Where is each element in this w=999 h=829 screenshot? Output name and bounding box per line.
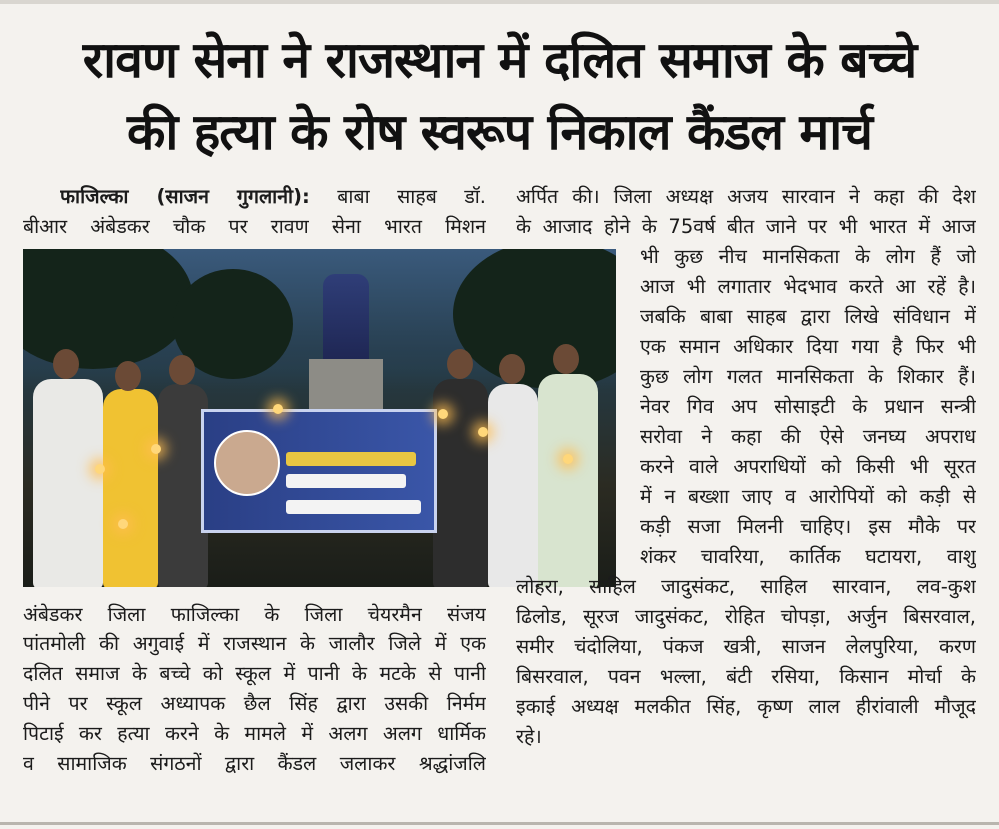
col2-line: समीर चंदोलिया, पंकज खत्री, साजन लेलपुरिया, करण	[516, 635, 976, 658]
candle-flame	[563, 454, 573, 464]
col2-line: एक समान अधिकार दिया गया है फिर भी	[640, 335, 976, 358]
col2-line: के आजाद होने के 75वर्ष बीत जाने पर भी भारत में आज	[516, 215, 976, 238]
col2-line: रहे।	[516, 725, 542, 748]
person	[488, 384, 538, 587]
candle-flame	[438, 409, 448, 419]
candle-flame	[478, 427, 488, 437]
col2-line: बिसरवाल, पवन भल्ला, बंटी रसिया, किसान मोर्चा के	[516, 665, 976, 688]
col2-line: कड़ी सजा मिलनी चाहिए। इस मौके पर	[640, 515, 976, 538]
candle-flame	[273, 404, 283, 414]
col2-line: नेवर गिव अप सोसाइटी के प्रधान सन्त्री	[640, 395, 976, 418]
person-head	[53, 349, 79, 379]
person-head	[115, 361, 141, 391]
candle-flame	[118, 519, 128, 529]
col1-line: पीने पर स्कूल अध्यापक छैल सिंह द्वारा उसकी निर्मम	[23, 692, 486, 715]
person-head	[499, 354, 525, 384]
col2-line: भी कुछ नीच मानसिकता के लोग हैं जो	[640, 245, 976, 268]
photo-banner	[201, 409, 437, 533]
col2-line: जबकि बाबा साहब द्वारा लिखे संविधान में	[640, 305, 976, 328]
banner-strip	[286, 500, 421, 514]
col1-line: पिटाई कर हत्या करने के मामले में अलग अलग धार्मिक	[23, 722, 486, 745]
col2-line: अर्पित की। जिला अध्यक्ष अजय सारवान ने कहा की देश	[516, 185, 976, 208]
headline-line-2: की हत्या के रोष स्वरूप निकाल कैंडल मार्च	[127, 103, 872, 161]
col2-line: कुछ लोग गलत मानसिकता के शिकार हैं।	[640, 365, 976, 388]
col2-line: लोहरा, साहिल जादुसंकट, साहिल सारवान, लव-कुश	[516, 575, 976, 598]
col2-line: सरोवा ने कहा की ऐसे जनघ्य अपराध	[640, 425, 976, 448]
col2-line: इकाई अध्यक्ष मलकीत सिंह, कृष्ण लाल हीरांवाली मौजूद	[516, 695, 976, 718]
intro-line-1	[60, 183, 486, 210]
candle-march-photo	[23, 249, 616, 587]
person	[103, 389, 158, 587]
headline-line-1: रावण सेना ने राजस्थान में दलित समाज के बच्चे	[82, 31, 917, 89]
banner-portrait	[214, 430, 280, 496]
col1-top-line: बीआर अंबेडकर चौक पर रावण सेना भारत मिशन	[23, 215, 486, 238]
person	[33, 379, 103, 587]
col2-line: आज भी लगातार भेदभाव करते आ रहें है।	[640, 275, 976, 298]
person-head	[447, 349, 473, 379]
col2-line: करने वाले अपराधियों को किसी भी सूरत	[640, 455, 976, 478]
statue-pedestal	[309, 359, 383, 414]
top-rule	[0, 0, 999, 4]
bottom-rule	[0, 822, 999, 825]
col1-line: अंबेडकर जिला फाजिल्का के जिला चेयरमैन संजय	[23, 603, 486, 626]
statue	[323, 274, 369, 369]
intro-text: बाबा साहब डॉ.	[337, 185, 486, 208]
person-head	[553, 344, 579, 374]
banner-strip	[286, 474, 406, 488]
col2-line: शंकर चावरिया, कार्तिक घटायरा, वाशु	[640, 545, 976, 568]
candle-flame	[151, 444, 161, 454]
person-head	[169, 355, 195, 385]
col2-line: ढिलोड, सूरज जादुसंकट, रोहित चोपड़ा, अर्जुन बिसरवाल,	[516, 605, 976, 628]
person	[538, 374, 598, 587]
col2-line: में न बख्शा जाए व आरोपियों को कड़ी से	[640, 485, 976, 508]
candle-flame	[95, 464, 105, 474]
col1-line: पांतमोली की अगुवाई में राजस्थान के जालौर जिले में एक	[23, 632, 486, 655]
col1-line: दलित समाज के बच्चे को स्कूल में पानी के मटके से पानी	[23, 662, 486, 685]
banner-strip	[286, 452, 416, 466]
byline: फाजिल्का (साजन गुगलानी):	[60, 185, 310, 208]
col1-line: व सामाजिक संगठनों द्वारा कैंडल जलाकर श्रद्धांजलि	[23, 752, 486, 775]
